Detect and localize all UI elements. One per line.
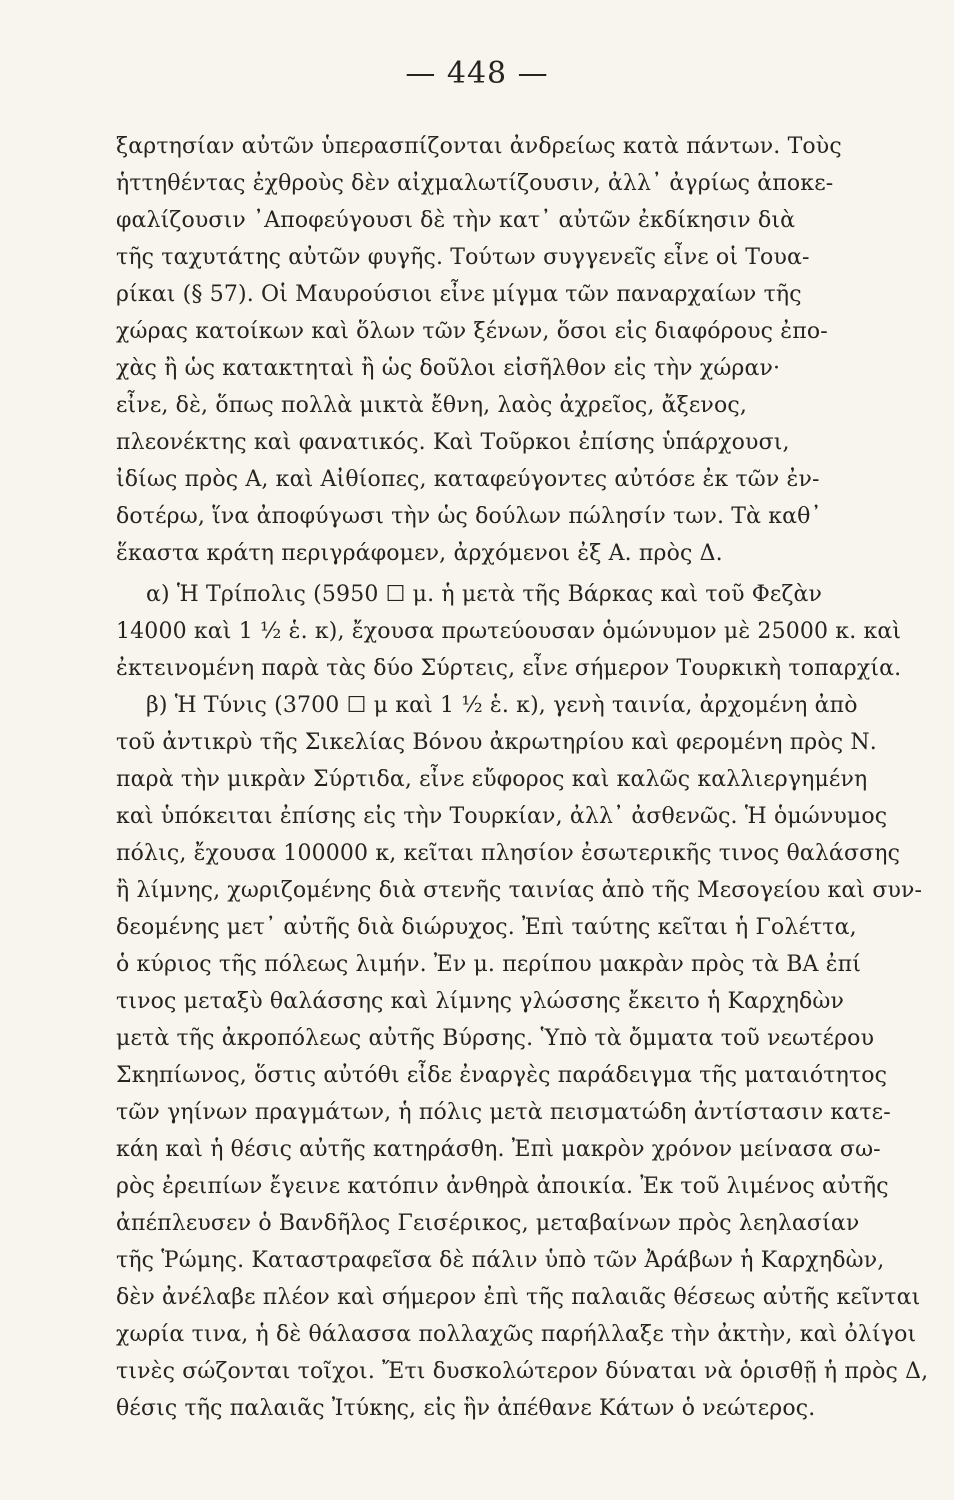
text-line: μετὰ τῆς ἀκροπόλεως αὐτῆς Βύρσης. Ὑπὸ τὰ ὄμματα τοῦ νεωτέρου [116,1026,875,1051]
text-line: ἰδίως πρὸς Α, καὶ Αἰθίοπες, καταφεύγοντες αὐτόσε ἐκ τῶν ἐν- [116,467,820,492]
section-b-heading-line: β) Ἡ Τύνις (3700 ☐ μ καὶ 1 ½ ἑ. κ), γενὴ ταινία, ἀρχομένη ἀπὸ [146,693,858,718]
text-line: πόλις, ἔχουσα 100000 κ, κεῖται πλησίον ἐσωτερικῆς τινος θαλάσσης [116,841,901,866]
text-line: πλεονέκτης καὶ φανατικός. Καὶ Τοῦρκοι ἐπίσης ὑπάρχουσι, [116,430,790,455]
section-a-heading-line: α) Ἡ Τρίπολις (5950 ☐ μ. ἡ μετὰ τῆς Βάρκας καὶ τοῦ Φεζὰν [146,582,823,607]
text-line: χώρας κατοίκων καὶ ὅλων τῶν ξένων, ὅσοι εἰς διαφόρους ἐπο- [116,319,828,344]
text-line: τινὲς σώζονται τοῖχοι. Ἔτι δυσκολώτερον δύναται νὰ ὁρισθῇ ἡ πρὸς Δ, [116,1359,929,1384]
text-line: 14000 καὶ 1 ½ ἑ. κ), ἔχουσα πρωτεύουσαν ὁμώνυμον μὲ 25000 κ. καὶ [116,619,902,644]
text-line: ἕκαστα κράτη περιγράφομεν, ἀρχόμενοι ἐξ Α. πρὸς Δ. [116,541,723,566]
text-line: παρὰ τὴν μικρὰν Σύρτιδα, εἶνε εὔφορος καὶ καλῶς καλλιεργημένη [116,767,868,792]
text-body [116,128,936,1427]
text-line: δεομένης μετ᾿ αὐτῆς διὰ διώρυχος. Ἐπὶ ταύτης κεῖται ἡ Γολέττα, [116,915,857,940]
text-line: ἐκτεινομένη παρὰ τὰς δύο Σύρτεις, εἶνε σήμερον Τουρκικὴ τοπαρχία. [116,656,902,681]
text-line: καὶ ὑπόκειται ἐπίσης εἰς τὴν Τουρκίαν, ἀλλ᾿ ἀσθενῶς. Ἡ ὁμώνυμος [116,804,888,829]
text-line: δοτέρω, ἵνα ἀποφύγωσι τὴν ὡς δούλων πώλησίν των. Τὰ καθ᾿ [116,504,822,529]
text-line: τῆς ταχυτάτης αὐτῶν φυγῆς. Τούτων συγγενεῖς εἶνε οἱ Τουα- [116,245,810,270]
text-line: εἶνε, δὲ, ὅπως πολλὰ μικτὰ ἔθνη, λαὸς ἀχρεῖος, ἄξενος, [116,393,747,418]
text-line: ἡττηθέντας ἐχθροὺς δὲν αἰχμαλωτίζουσιν, ἀλλ᾿ ἀγρίως ἀποκε- [116,171,834,196]
text-line: ἢ λίμνης, χωριζομένης διὰ στενῆς ταινίας ἀπὸ τῆς Μεσογείου καὶ συν- [116,878,923,903]
text-line: ρίκαι (§ 57). Οἱ Μαυρούσιοι εἶνε μίγμα τῶν παναρχαίων τῆς [116,282,802,307]
text-line: τῶν γηίνων πραγμάτων, ἡ πόλις μετὰ πεισματώδη ἀντίστασιν κατε- [116,1100,891,1125]
text-line: ρὸς ἐρειπίων ἔγεινε κατόπιν ἀνθηρὰ ἀποικία. Ἐκ τοῦ λιμένος αὐτῆς [116,1174,889,1199]
text-line: χωρία τινα, ἡ δὲ θάλασσα πολλαχῶς παρήλλαξε τὴν ἀκτὴν, καὶ ὀλίγοι [116,1322,917,1347]
text-line: χὰς ἢ ὡς κατακτηταὶ ἢ ὡς δοῦλοι εἰσῆλθον εἰς τὴν χώραν· [116,356,781,381]
text-line: φαλίζουσιν ᾿Αποφεύγουσι δὲ τὴν κατ᾿ αὐτῶν ἐκδίκησιν διὰ [116,208,796,233]
text-line: τινος μεταξὺ θαλάσσης καὶ λίμνης γλώσσης ἔκειτο ἡ Καρχηδὼν [116,989,845,1014]
text-line: ὁ κύριος τῆς πόλεως λιμήν. Ἐν μ. περίπου μακρὰν πρὸς τὰ ΒΑ ἐπί [116,952,862,977]
text-line: Σκηπίωνος, ὅστις αὐτόθι εἶδε ἐναργὲς παράδειγμα τῆς ματαιότητος [116,1063,888,1088]
text-line: τοῦ ἀντικρὺ τῆς Σικελίας Βόνου ἀκρωτηρίου καὶ φερομένη πρὸς Ν. [116,730,877,755]
text-line: κάη καὶ ἡ θέσις αὐτῆς κατηράσθη. Ἐπὶ μακρὸν χρόνον μείνασα σω- [116,1137,881,1162]
text-line: ξαρτησίαν αὐτῶν ὑπερασπίζονται ἀνδρείως κατὰ πάντων. Τοὺς [116,134,842,159]
text-line: θέσις τῆς παλαιᾶς Ἰτύκης, εἰς ἣν ἀπέθανε Κάτων ὁ νεώτερος. [116,1396,816,1421]
text-line: δὲν ἀνέλαβε πλέον καὶ σήμερον ἐπὶ τῆς παλαιᾶς θέσεως αὐτῆς κεῖνται [116,1285,921,1310]
text-line: ἀπέπλευσεν ὁ Βανδῆλος Γεισέρικος, μεταβαίνων πρὸς λεηλασίαν [116,1211,860,1236]
text-line: τῆς Ῥώμης. Καταστραφεῖσα δὲ πάλιν ὑπὸ τῶν Ἀράβων ἡ Καρχηδὼν, [116,1248,885,1273]
page-number: — 448 — [405,56,549,91]
